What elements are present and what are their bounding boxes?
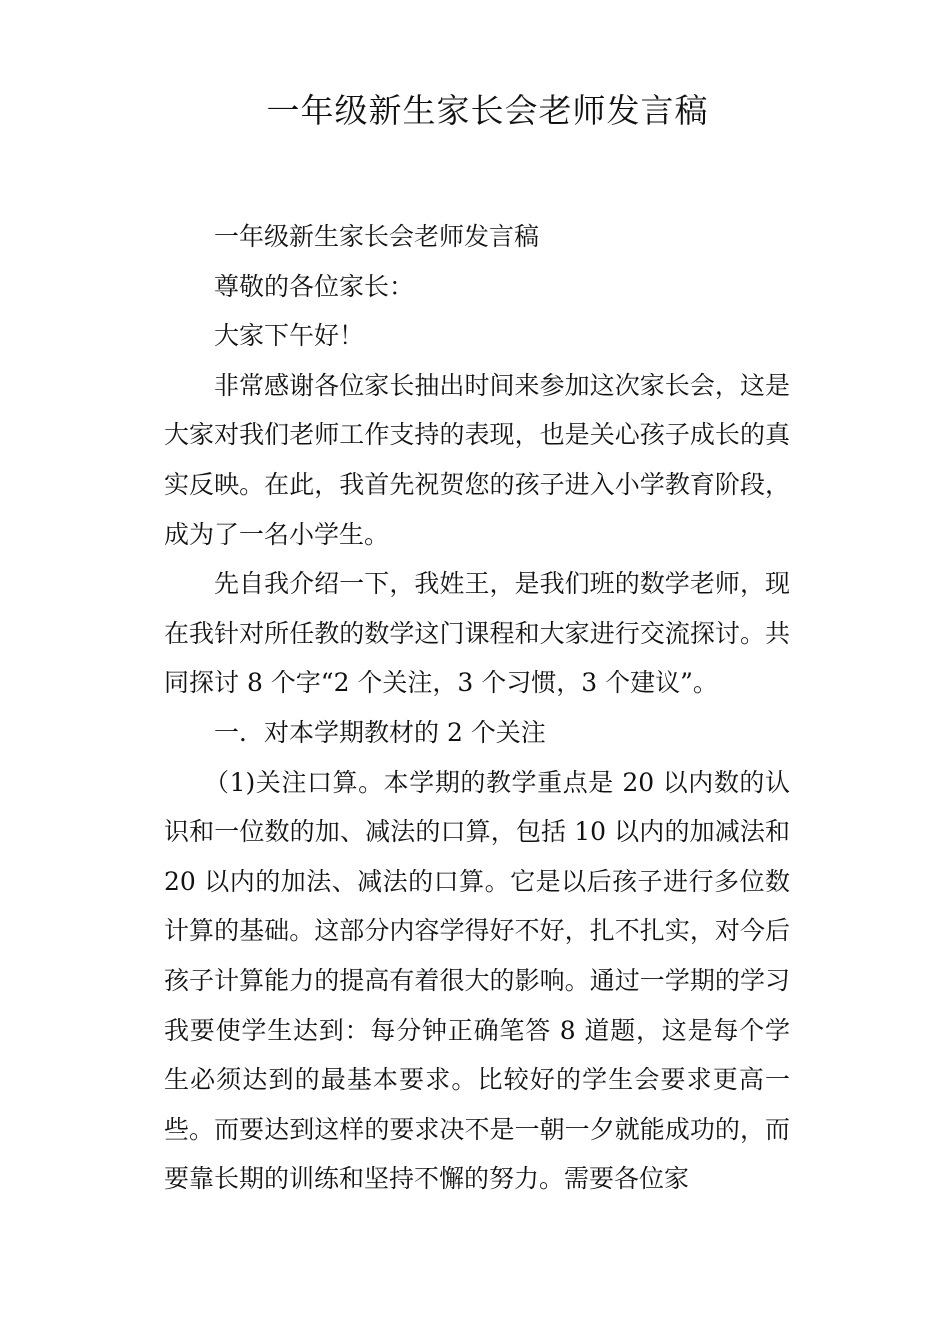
paragraph-oral-arithmetic: （1)关注口算。本学期的教学重点是 20 以内数的认识和一位数的加、减法的口算，包括 10 以内的加减法和 20 以内的加法、减法的口算。它是以后孩子进行多位数计算的基础。这部分内容学得好不好，扎不扎实，对今后孩子计算能力的提高有着很大的影响。通过一学期的学习我要使学生达到：每分钟正确笔答 8 道题，这是每个学生必须达到的最基本要求。比较好的学生会要求更高一些。而要达到这样的要求决不是一朝一夕就能成功的，而要靠长期的训练和坚持不懈的努力。需要各位家 [164,767,790,1194]
paragraph-greeting: 大家下午好！ [214,321,365,351]
paragraph-salutation: 尊敬的各位家长： [214,271,415,301]
paragraph-heading-repeat: 一年级新生家长会老师发言稿 [214,222,540,251]
section-heading-1: 一．对本学期教材的 2 个关注 [214,717,546,747]
paragraph-thanks: 非常感谢各位家长抽出时间来参加这次家长会，这是大家对我们老师工作支持的表现，也是关心孩子成长的真实反映。在此，我首先祝贺您的孩子进入小学教育阶段，成为了一名小学生。 [164,370,790,549]
document-body [164,212,790,1204]
paragraph-introduction: 先自我介绍一下，我姓王，是我们班的数学老师，现在我针对所任教的数学这门课程和大家进行交流探讨。共同探讨 8 个字“2 个关注，3 个习惯，3 个建议”。 [164,569,790,698]
document-title: 一年级新生家长会老师发言稿 [266,91,709,130]
